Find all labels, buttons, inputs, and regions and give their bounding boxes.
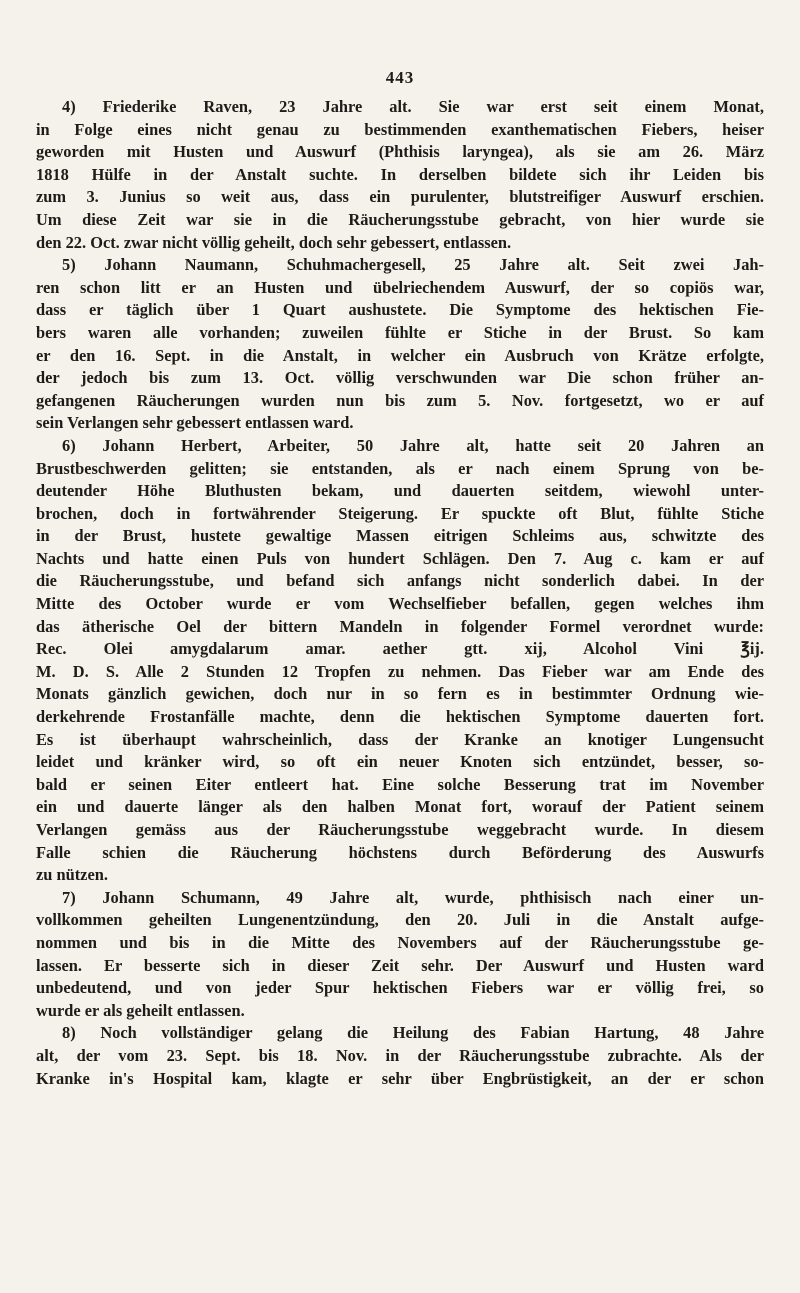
text-line: 5) Johann Naumann, Schuhmachergesell, 25 Jahre alt. Seit zwei Jah- bbox=[62, 255, 764, 275]
text-line: der jedoch bis zum 13. Oct. völlig verschwunden war Die schon früher an- bbox=[36, 368, 764, 388]
text-line: 8) Noch vollständiger gelang die Heilung des Fabian Hartung, 48 Jahre bbox=[62, 1023, 764, 1043]
text-line: dass er täglich über 1 Quart aushustete. Die Symptome des hektischen Fie- bbox=[36, 300, 764, 320]
text-line: derkehrende Frostanfälle machte, denn die hektischen Symptome dauerten fort. bbox=[36, 707, 764, 727]
text-line: geworden mit Husten und Auswurf (Phthisis laryngea), als sie am 26. März bbox=[36, 142, 764, 162]
text-line: zu nützen. bbox=[36, 865, 108, 885]
text-line: unbedeutend, und von jeder Spur hektischen Fiebers war er völlig frei, so bbox=[36, 978, 764, 998]
text-line: brochen, doch in fortwährender Steigerung. Er spuckte oft Blut, fühlte Stiche bbox=[36, 503, 764, 523]
text-line: Um diese Zeit war sie in die Räucherungsstube gebracht, von hier wurde sie bbox=[36, 209, 764, 229]
paragraph bbox=[36, 96, 764, 254]
text-line: Brustbeschwerden gelitten; sie entstanden, als er nach einem Sprung von be- bbox=[36, 458, 764, 478]
paragraph bbox=[36, 887, 764, 1023]
paragraph bbox=[36, 435, 764, 887]
paragraph bbox=[36, 1022, 764, 1090]
text-line: Rec. Olei amygdalarum amar. aether gtt. xij, Alcohol Vini ℥ij. bbox=[36, 639, 764, 659]
text-line: 6) Johann Herbert, Arbeiter, 50 Jahre alt, hatte seit 20 Jahren an bbox=[62, 435, 764, 455]
text-line: vollkommen geheilten Lungenentzündung, den 20. Juli in die Anstalt aufge- bbox=[36, 910, 764, 930]
text-line: Verlangen gemäss aus der Räucherungsstube weggebracht wurde. In diesem bbox=[36, 820, 764, 839]
text-line: in der Brust, hustete gewaltige Massen eitrigen Schleims aus, schwitzte des bbox=[36, 526, 764, 546]
text-line: Falle schien die Räucherung höchstens durch Beförderung des Auswurfs bbox=[36, 842, 764, 862]
text-line: sein Verlangen sehr gebessert entlassen ward. bbox=[36, 413, 354, 433]
text-line: alt, der vom 23. Sept. bis 18. Nov. in der Räucherungsstube zubrachte. Als der bbox=[36, 1045, 764, 1065]
text-line: nommen und bis in die Mitte des Novembers auf der Räucherungsstube ge- bbox=[36, 932, 764, 952]
text-line: Monats gänzlich gewichen, doch nur in so fern es in bestimmter Ordnung wie- bbox=[36, 684, 764, 704]
text-line: in Folge eines nicht genau zu bestimmenden exanthematischen Fiebers, heiser bbox=[36, 119, 764, 139]
text-line: ein und dauerte länger als den halben Monat fort, worauf der Patient seinem bbox=[36, 797, 764, 817]
page-number: 443 bbox=[385, 68, 415, 87]
text-line: die Räucherungsstube, und befand sich anfangs nicht sonderlich dabei. In der bbox=[36, 571, 764, 591]
text-line: er den 16. Sept. in die Anstalt, in welcher ein Ausbruch von Krätze erfolgte, bbox=[36, 345, 764, 365]
text-line: wurde er als geheilt entlassen. bbox=[36, 1000, 245, 1020]
text-line: leidet und kränker wird, so oft ein neuer Knoten sich entzündet, besser, so- bbox=[36, 752, 764, 772]
text-line: 1818 Hülfe in der Anstalt suchte. In derselben bildete sich ihr Leiden bis bbox=[36, 164, 764, 184]
text-line: das ätherische Oel der bittern Mandeln in folgender Formel verordnet wurde: bbox=[36, 616, 764, 636]
text-line: den 22. Oct. zwar nicht völlig geheilt, doch sehr gebessert, entlassen. bbox=[36, 232, 512, 252]
text-line: Mitte des October wurde er vom Wechselfieber befallen, gegen welches ihm bbox=[36, 594, 764, 614]
text-line: lassen. Er besserte sich in dieser Zeit sehr. Der Auswurf und Husten ward bbox=[36, 955, 764, 975]
text-line: Kranke in's Hospital kam, klagte er sehr über Engbrüstigkeit, an der er schon bbox=[36, 1068, 764, 1088]
page-body-text bbox=[36, 96, 764, 1090]
paragraph bbox=[36, 254, 764, 435]
text-line: deutender Höhe Bluthusten bekam, und dauerten seitdem, wiewohl unter- bbox=[36, 481, 764, 501]
text-line: Es ist überhaupt wahrscheinlich, dass der Kranke an knotiger Lungensucht bbox=[36, 729, 764, 749]
text-line: bers waren alle vorhanden; zuweilen fühlte er Stiche in der Brust. So kam bbox=[36, 322, 764, 342]
text-line: bald er seinen Eiter entleert hat. Eine solche Besserung trat im November bbox=[36, 774, 764, 794]
text-line: 4) Friederike Raven, 23 Jahre alt. Sie war erst seit einem Monat, bbox=[62, 97, 764, 116]
text-line: zum 3. Junius so weit aus, dass ein purulenter, blutstreifiger Auswurf erschien. bbox=[36, 187, 764, 207]
text-line: 7) Johann Schumann, 49 Jahre alt, wurde, phthisisch nach einer un- bbox=[62, 887, 764, 907]
text-line: gefangenen Räucherungen wurden nun bis zum 5. Nov. fortgesetzt, wo er auf bbox=[36, 390, 764, 410]
text-line: ren schon litt er an Husten und übelriechendem Auswurf, der so copiös war, bbox=[36, 277, 764, 297]
text-line: Nachts und hatte einen Puls von hundert Schlägen. Den 7. Aug c. kam er auf bbox=[36, 548, 764, 568]
text-line: M. D. S. Alle 2 Stunden 12 Tropfen zu nehmen. Das Fieber war am Ende des bbox=[36, 661, 764, 681]
